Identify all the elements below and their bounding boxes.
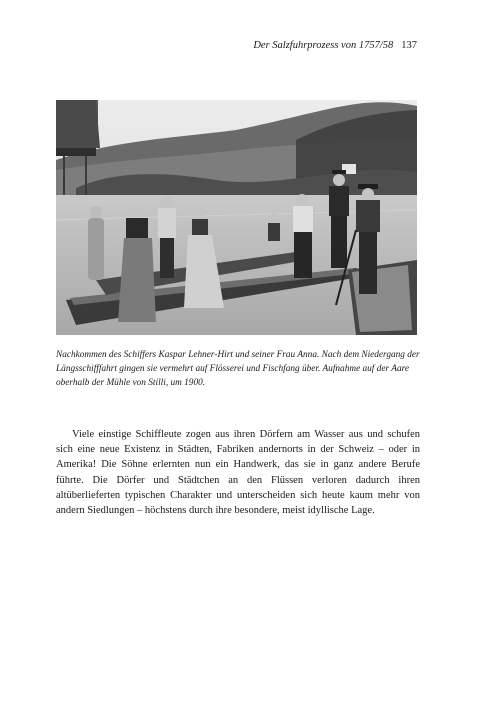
photograph-illustration [56, 100, 417, 335]
running-header [56, 40, 417, 51]
historical-photograph [56, 100, 417, 335]
body-paragraph: Viele einstige Schiffleute zogen aus ihren Dörfern am Wasser aus und schufen sich eine neue Existenz in Städten, Fabriken andernorts in der Schweiz – oder in Amerika! Die Söhne erlernten nun ein Handwerk, das sie in ganz andere Berufe führte. Die Dörfer und Städtchen an den Flüssen verloren dadurch ihren altüberlieferten typischen Charakter und unterscheiden sich heute kaum mehr von andern Siedlungen – höchstens durch ihre besondere, meist idyllische Lage. [56, 429, 420, 517]
figure-caption: Nachkommen des Schiffers Kaspar Lehner-Hirt und seiner Frau Anna. Nach dem Niedergang der Längsschifffahrt gingen sie vermehrt auf Flösserei und Fischfang über. Aufnahme auf der Aare oberhalb der Mühle von Stilli, um 1900. [56, 350, 420, 388]
running-title: Der Salzfuhrprozess von 1757/58 [253, 40, 394, 51]
page-number: 137 [401, 40, 417, 51]
